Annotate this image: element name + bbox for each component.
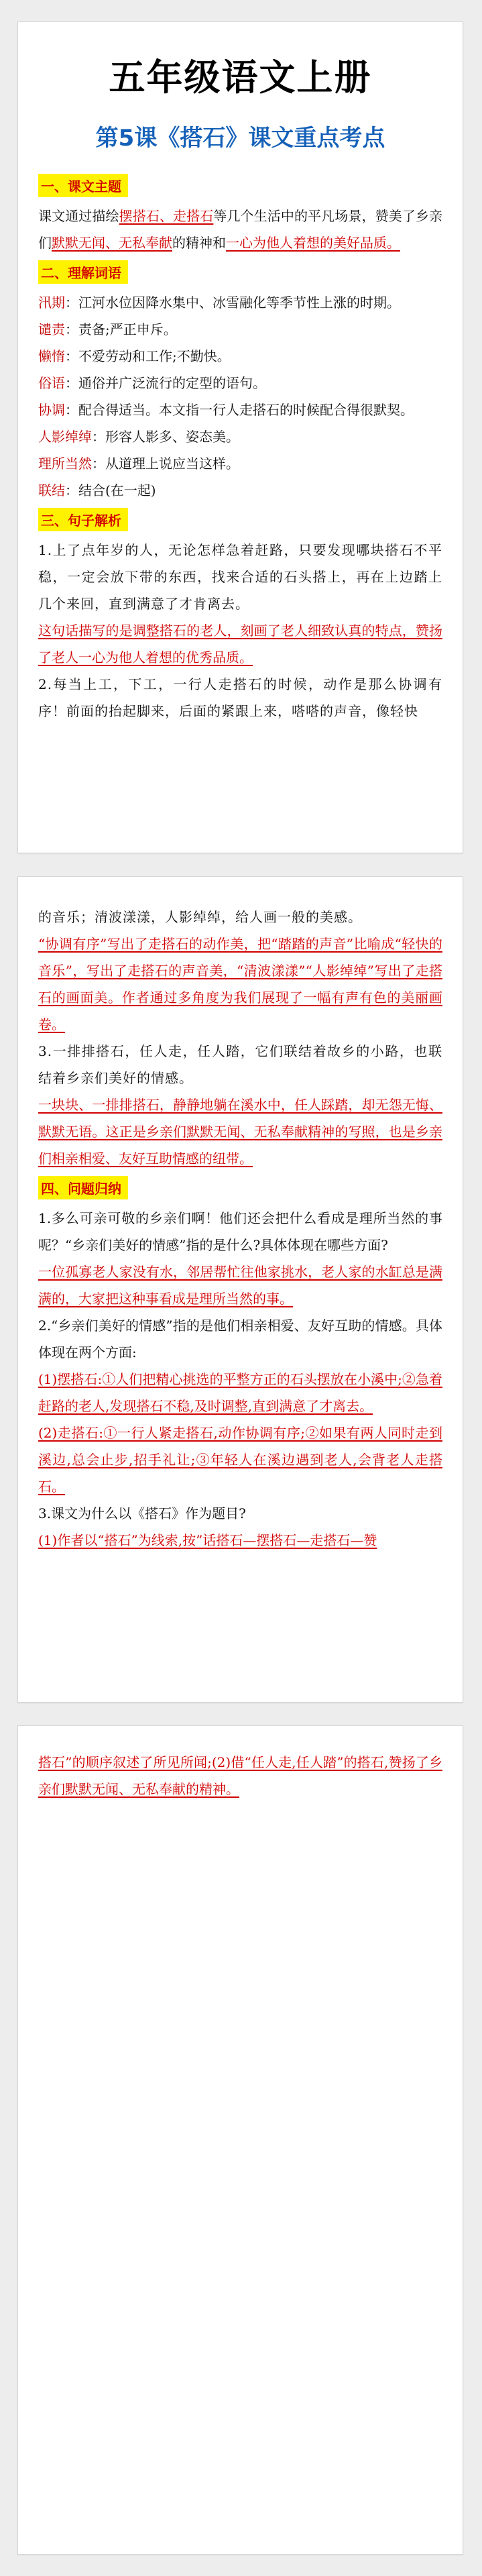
answer-2-1: (1)摆搭石:①人们把精心挑选的平整方正的石头摆放在小溪中;②急着赶路的老人,发现搭石不稳,及时调整,直到满意了才离去。 [38, 1371, 442, 1414]
section-heading-theme: 一、课文主题 [38, 174, 128, 197]
question-3: 3.课文为什么以《搭石》作为题目? [38, 1505, 246, 1521]
sentence-2-continued: 的音乐；清波漾漾，人影绰绰，给人画一般的美感。 [38, 909, 362, 925]
answer-3-continued: 搭石”的顺序叙述了所见所闻;(2)借“任人走,任人踏”的搭石,赞扬了乡亲们默默无闻、无私奉献的精神。 [38, 1754, 442, 1797]
sentence-3-analysis: 一块块、一排排搭石，静静地躺在溪水中，任人踩踏，却无怨无悔、默默无语。这正是乡亲们默默无闻、无私奉献精神的写照，也是乡亲们相亲相爱、友好互助情感的纽带。 [38, 1097, 442, 1167]
sentence-2-analysis: “协调有序”写出了走搭石的动作美，把“踏踏的声音”比喻成“轻快的音乐”，写出了走搭石的声音美，“清波漾漾”“人影绰绰”写出了走搭石的画面美。作者通过多角度为我们展现了一幅有声有色的美丽画卷。 [38, 936, 442, 1032]
section-heading-sentences: 三、句子解析 [38, 508, 128, 531]
word-item: 协调：配合得适当。本文指一行人走搭石的时候配合得很默契。 [38, 402, 414, 418]
sentence-1-analysis: 这句话描写的是调整搭石的老人，刻画了老人细致认真的特点，赞扬了老人一心为他人着想的优秀品质。 [38, 623, 442, 665]
page-title: 五年级语文上册 [109, 56, 372, 99]
page-subtitle: 第5课《搭石》课文重点考点 [95, 125, 385, 152]
theme-paragraph: 课文通过描绘摆搭石、走搭石等几个生活中的平凡场景，赞美了乡亲们默默无闻、无私奉献的精神和一心为他人着想的美好品质。 [38, 208, 443, 251]
word-item: 人影绰绰：形容人影多、姿态美。 [38, 429, 239, 445]
document-page-3 [17, 1725, 463, 2555]
word-item: 汛期：江河水位因降水集中、冰雪融化等季节性上涨的时期。 [38, 294, 400, 311]
sentence-1: 1.上了点年岁的人，无论怎样急着赶路，只要发现哪块搭石不平稳，一定会放下带的东西，找来合适的石头搭上，再在上边踏上几个来回，直到满意了才肯离去。 [38, 542, 442, 612]
word-item: 懒惰：不爱劳动和工作;不勤快。 [38, 348, 231, 364]
answer-3: (1)作者以“搭石”为线索,按”话搭石—摆搭石—走搭石—赞 [38, 1532, 377, 1548]
answer-2-2: (2)走搭石:①一行人紧走搭石,动作协调有序;②如果有两人同时走到溪边,总会止步,招手礼让;③年轻人在溪边遇到老人,会背老人走搭石。 [38, 1425, 442, 1495]
section-heading-questions: 四、问题归纳 [38, 1176, 128, 1199]
document-page-1 [17, 21, 463, 853]
question-1: 1.多么可亲可敬的乡亲们啊！他们还会把什么看成是理所当然的事呢？“乡亲们美好的情感”指的是什么?具体体现在哪些方面? [38, 1210, 442, 1253]
word-item: 联结：结合(在一起) [38, 482, 156, 498]
section-heading-words: 二、理解词语 [38, 260, 128, 284]
word-item: 理所当然：从道理上说应当这样。 [38, 455, 239, 472]
word-item: 谴责：责备;严正申斥。 [38, 321, 177, 337]
word-item: 俗语：通俗并广泛流行的定型的语句。 [38, 375, 266, 391]
question-2: 2.“乡亲们美好的情感”指的是他们相亲相爱、友好互助的情感。具体体现在两个方面: [38, 1318, 442, 1360]
document-page-2 [17, 876, 463, 1703]
answer-1: 一位孤寡老人家没有水，邻居帮忙往他家挑水，老人家的水缸总是满满的，大家把这种事看成是理所当然的事。 [38, 1264, 442, 1307]
sentence-2: 2.每当上工，下工，一行人走搭石的时候，动作是那么协调有序！前面的抬起脚来，后面的紧跟上来，嗒嗒的声音，像轻快 [38, 676, 442, 719]
sentence-3: 3.一排排搭石，任人走，任人踏，它们联结着故乡的小路，也联结着乡亲们美好的情感。 [38, 1043, 442, 1086]
